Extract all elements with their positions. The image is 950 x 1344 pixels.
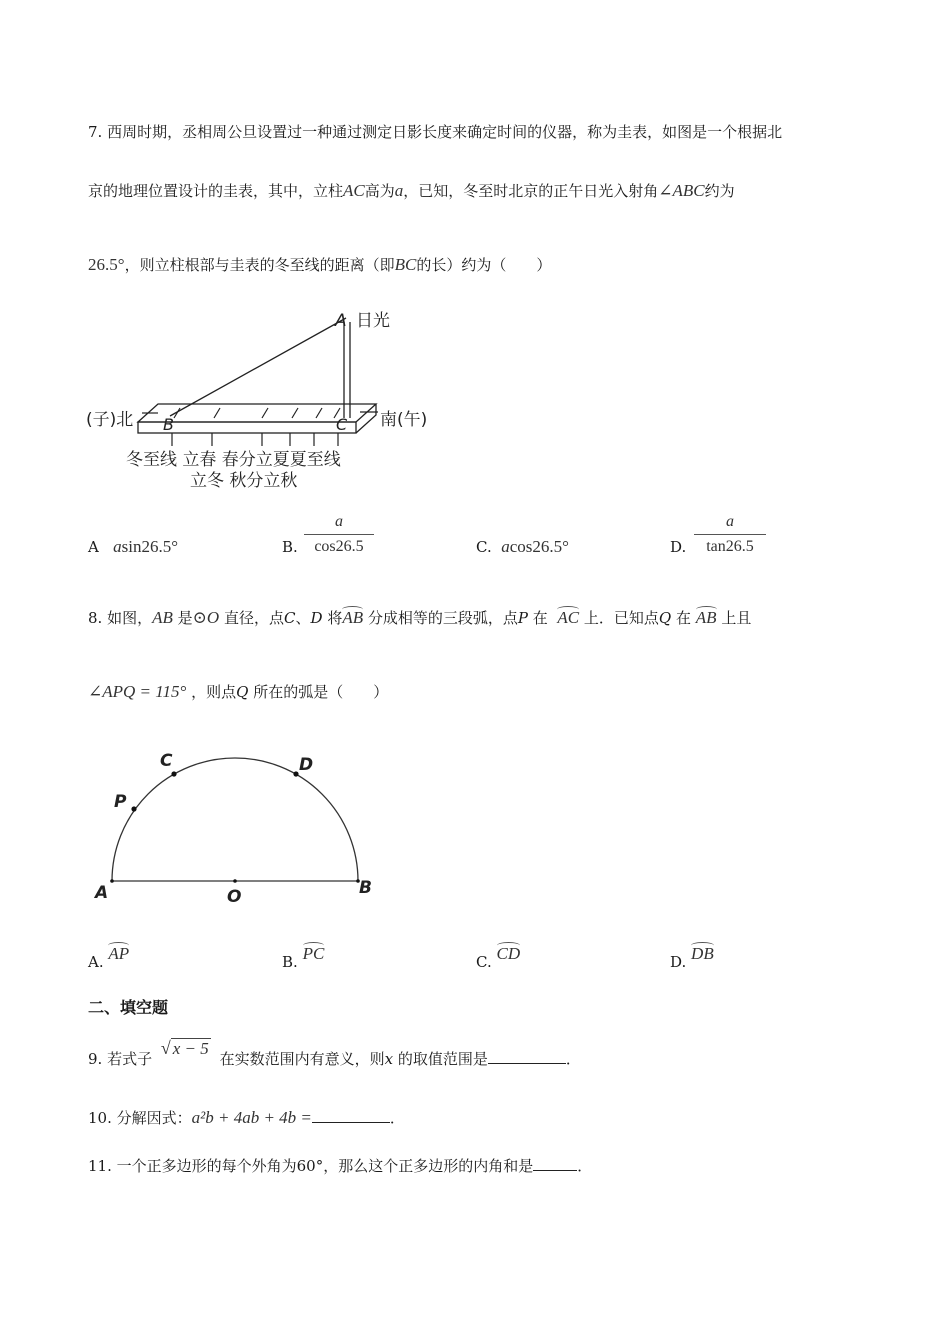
frac-num: a xyxy=(335,513,343,530)
q8-text: 所在的弧是（ ） xyxy=(253,683,389,701)
arc-mark xyxy=(108,942,129,949)
q8-point-q: Q xyxy=(658,609,672,627)
q10-end: ． xyxy=(389,1109,405,1127)
option-label: C. xyxy=(476,953,492,971)
q8-text: 将 xyxy=(327,609,343,627)
q8-arc-ab2 xyxy=(696,608,717,627)
sqrt-expression xyxy=(161,1038,211,1059)
option-var: a xyxy=(113,537,122,556)
option-arc xyxy=(497,944,521,963)
q7-angle: ∠ABC xyxy=(658,181,705,200)
frac-den: cos26.5 xyxy=(314,538,364,555)
q7-option-b[interactable] xyxy=(304,512,374,557)
q8-arc-ab xyxy=(342,608,363,627)
section-title: 二、填空题 xyxy=(88,998,169,1017)
arc-text: CD xyxy=(496,944,521,963)
q8-text: 在 xyxy=(532,609,548,627)
q8-arc-ac xyxy=(557,608,579,627)
q8-option-d[interactable] xyxy=(670,944,714,972)
q8-text: 、 xyxy=(295,609,311,627)
semicircle-figure xyxy=(85,740,395,910)
q7-ac: AC xyxy=(343,181,365,200)
arc-mark xyxy=(303,942,325,949)
arc-mark xyxy=(342,606,363,613)
arc-mark xyxy=(497,942,521,949)
frac-den: tan26.5 xyxy=(706,538,754,555)
arc-text: AP xyxy=(108,944,130,963)
q9-text: 9. 若式子 xyxy=(88,1050,153,1068)
q8-line1 xyxy=(88,608,751,628)
arc-text: AB xyxy=(342,608,364,627)
q9 xyxy=(88,1038,581,1069)
option-label: B. xyxy=(282,953,298,971)
label-a: A xyxy=(335,311,347,331)
answer-blank[interactable] xyxy=(533,1156,577,1171)
q7-text: 的长）约为（ ） xyxy=(416,256,552,274)
q8-text: 上且 xyxy=(721,609,752,627)
q7-line2 xyxy=(88,181,735,201)
label-b: B xyxy=(163,415,174,434)
arc-mark xyxy=(691,942,714,949)
q8-angle: ∠APQ = 115° xyxy=(88,682,187,701)
q8-text: 直径，点 xyxy=(223,609,284,627)
arc-text: DB xyxy=(691,944,714,963)
label-c: C xyxy=(336,415,348,434)
label-c: C xyxy=(160,751,173,771)
q7-text: 高为 xyxy=(364,182,395,200)
option-arc xyxy=(303,944,325,963)
q8-option-c[interactable] xyxy=(476,944,521,972)
q8-point-q: Q xyxy=(236,683,249,701)
q7-option-a[interactable] xyxy=(88,537,178,557)
q7-option-b-label[interactable]: B. xyxy=(282,538,298,556)
gnomon-figure xyxy=(80,300,440,500)
option-label: A. xyxy=(88,953,104,971)
q8-text: 在 xyxy=(675,609,691,627)
frac-bar xyxy=(304,534,374,535)
q8-point-d: D xyxy=(310,609,323,627)
arc-text: AC xyxy=(557,608,580,627)
label-p: P xyxy=(114,792,127,812)
q8-text: 上．已知点 xyxy=(583,609,659,627)
option-label: C. xyxy=(476,538,492,556)
q7-option-d-label[interactable]: D. xyxy=(670,538,687,556)
arc-mark xyxy=(696,606,717,613)
q7-text: 京的地理位置设计的圭表，其中，立柱 xyxy=(88,182,344,200)
label-south: 南(午) xyxy=(380,410,428,430)
q7-text: ，则立柱根部与圭表的冬至线的距离（即 xyxy=(124,256,395,274)
answer-blank[interactable] xyxy=(312,1108,390,1123)
radicand: x − 5 xyxy=(172,1039,209,1058)
label-sunlight: 日光 xyxy=(356,311,390,331)
option-label: D. xyxy=(670,953,687,971)
q8-point-c: C xyxy=(284,609,296,627)
option-text: cos26.5° xyxy=(509,537,569,556)
label-a: A xyxy=(95,883,109,903)
q10 xyxy=(88,1108,405,1128)
q8-point-p: P xyxy=(517,609,528,627)
option-text: sin26.5° xyxy=(121,537,179,556)
q8-option-b[interactable] xyxy=(282,944,325,972)
label-b: B xyxy=(359,878,372,898)
q7-line3 xyxy=(88,255,551,275)
label-d: D xyxy=(299,755,314,775)
q9-text: 在实数范围内有意义，则 xyxy=(219,1050,385,1068)
option-var: a xyxy=(501,537,510,556)
option-label: A xyxy=(88,538,99,556)
q8-text: ，则点 xyxy=(191,683,237,701)
q8-text: 分成相等的三段弧，点 xyxy=(367,609,518,627)
label-north: (子)北 xyxy=(86,410,134,430)
option-arc xyxy=(691,944,714,963)
q7-text: 约为 xyxy=(704,182,735,200)
q7-text: ，已知，冬至时北京的正午日光入射角 xyxy=(403,182,659,200)
label-row2: 立冬 秋分立秋 xyxy=(190,471,298,491)
q10-expression: a²b + 4ab + 4b = xyxy=(191,1108,312,1127)
arc-text: PC xyxy=(302,944,325,963)
q7-value: 26.5° xyxy=(88,255,125,274)
q8-text: 8. 如图， xyxy=(88,609,153,627)
q11-text: 11. 一个正多边形的每个外角为60°，那么这个正多边形的内角和是 xyxy=(88,1157,534,1175)
q10-text: 10. 分解因式： xyxy=(88,1109,192,1127)
q7-option-c[interactable] xyxy=(476,537,569,557)
q8-text: 是 xyxy=(177,609,193,627)
q7-option-d[interactable] xyxy=(694,512,766,557)
q8-circle: ⊙O xyxy=(192,608,220,627)
frac-bar xyxy=(694,534,766,535)
sqrt-sign: √ xyxy=(160,1038,171,1058)
q9-x: x xyxy=(384,1050,394,1068)
q8-option-a[interactable] xyxy=(88,944,130,972)
arc-text: AB xyxy=(695,608,717,627)
q11-end: ． xyxy=(577,1157,593,1175)
arc-mark xyxy=(557,606,579,613)
q7-a: a xyxy=(394,181,404,200)
q7-line1: 7. 西周时期，丞相周公旦设置过一种通过测定日影长度来确定时间的仪器，称为圭表，如图是一个根据北 xyxy=(88,123,783,141)
q8-ab: AB xyxy=(152,608,173,627)
q11 xyxy=(88,1156,592,1176)
q7-bc: BC xyxy=(394,255,417,274)
label-row1: 冬至线 立春 春分立夏夏至线 xyxy=(126,450,341,470)
q9-end: ． xyxy=(565,1050,581,1068)
q9-text: 的取值范围是 xyxy=(397,1050,488,1068)
answer-blank[interactable] xyxy=(488,1049,566,1064)
option-arc xyxy=(108,944,129,963)
frac-num: a xyxy=(726,513,734,530)
q8-line2 xyxy=(88,682,388,702)
label-o: O xyxy=(227,887,242,907)
